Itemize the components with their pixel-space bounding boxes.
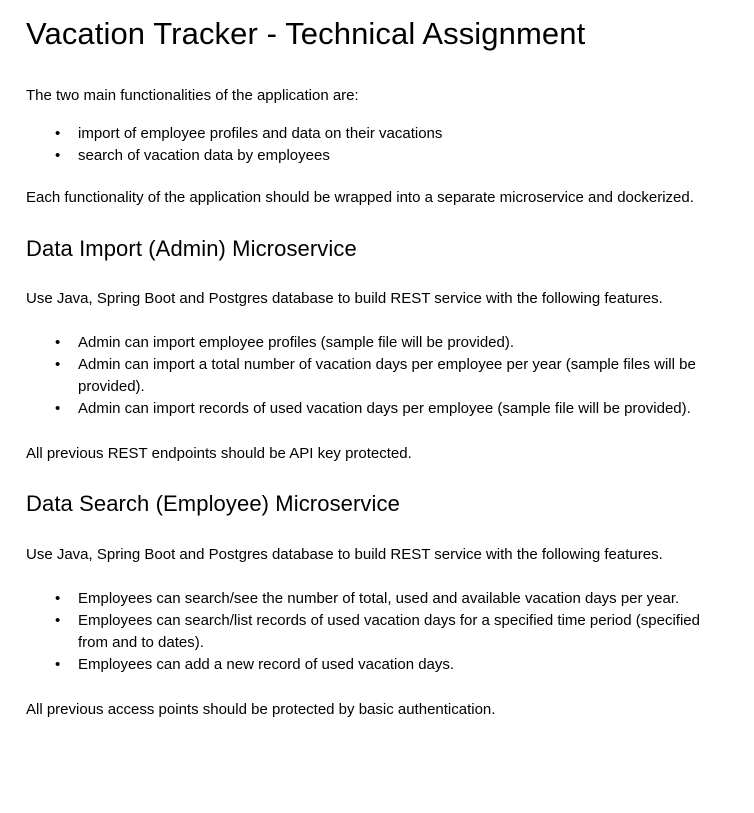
list-item-label: Employees can search/see the number of total, used and available vacation days per year. [78,590,680,608]
spacer [26,52,720,85]
list-item-label: Admin can import a total number of vacation days per employee per year (sample files will be provided). [78,356,696,396]
list-item [26,332,720,354]
section-closing-data-search: All previous access points should be protected by basic authentication. [26,701,496,719]
spacer [26,517,720,544]
list-item-label: Admin can import records of used vacation days per employee (sample file will be provided). [78,400,691,418]
spacer [26,465,720,491]
bullet-icon: • [55,356,61,374]
bullet-icon: • [55,124,61,142]
bullet-icon: • [55,656,61,674]
bullet-icon: • [55,612,61,630]
page-title: Vacation Tracker - Technical Assignment [26,16,586,51]
bullet-icon: • [55,400,61,418]
list-item-label: Employees can search/list records of used vacation days for a specified time period (specified from and to dates). [78,612,700,652]
spacer [26,420,720,443]
section-heading-data-search: Data Search (Employee) Microservice [26,491,400,517]
wrapping-note: Each functionality of the application should be wrapped into a separate microservice and dockerized. [26,188,694,206]
bullet-icon: • [55,590,61,608]
list-item-label: Employees can add a new record of used vacation days. [78,656,455,674]
spacer [26,676,720,699]
bullet-icon: • [55,146,61,164]
bullet-icon: • [55,334,61,352]
list-item [26,398,720,420]
employee-feature-list [26,588,720,676]
spacer [26,107,720,123]
section-heading-data-import: Data Import (Admin) Microservice [26,235,357,261]
spacer [26,566,720,588]
list-item [26,654,720,676]
spacer [26,167,720,187]
list-item [26,145,720,167]
section-intro-data-import: Use Java, Spring Boot and Postgres database to build REST service with the following features. [26,290,663,308]
list-item [26,588,720,610]
list-item [26,123,720,145]
list-item [26,354,720,398]
intro-paragraph: The two main functionalities of the application are: [26,86,359,104]
list-item-label: Admin can import employee profiles (sample file will be provided). [78,334,515,352]
spacer [26,310,720,332]
section-closing-data-import: All previous REST endpoints should be API key protected. [26,445,412,463]
spacer [26,209,720,236]
list-item-label: search of vacation data by employees [78,146,330,164]
list-item-label: import of employee profiles and data on their vacations [78,124,443,142]
section-intro-data-search: Use Java, Spring Boot and Postgres database to build REST service with the following features. [26,546,663,564]
spacer [26,262,720,288]
list-item [26,610,720,654]
intro-bullet-list [26,123,720,167]
admin-feature-list [26,332,720,420]
